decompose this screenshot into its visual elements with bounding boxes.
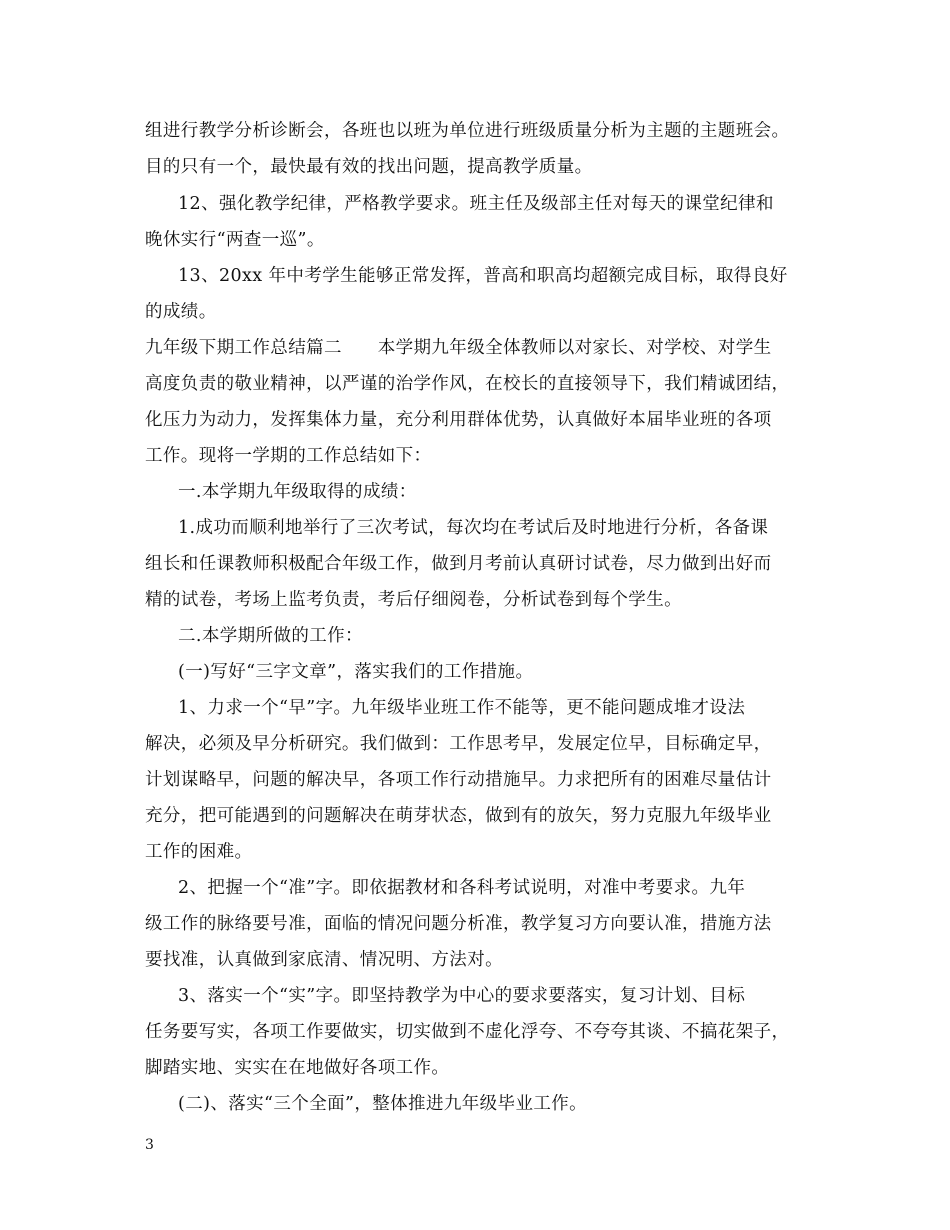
- section-heading-line: 九年级下期工作总结篇二 本学期九年级全体教师以对家长、对学校、对学生: [145, 338, 772, 358]
- text-line: 脚踏实地、实实在在地做好各项工作。: [145, 1058, 450, 1078]
- text-line: 级工作的脉络要号准，面临的情况问题分析准，教学复习方向要认准，措施方法: [145, 914, 772, 934]
- text-line: 1、力求一个“早”字。九年级毕业班工作不能等，更不能问题成堆才设法: [178, 698, 746, 718]
- text-line: 要找准，认真做到家底清、情况明、方法对。: [145, 950, 503, 970]
- text-line: 组进行教学分析诊断会，各班也以班为单位进行班级质量分析为主题的主题班会。: [145, 121, 790, 141]
- text-line: 化压力为动力，发挥集体力量，充分利用群体优势，认真做好本届毕业班的各项: [145, 410, 772, 430]
- text-line: (二)、落实“三个全面”，整体推进九年级毕业工作。: [178, 1094, 588, 1114]
- text-line: 计划谋略早，问题的解决早，各项工作行动措施早。力求把所有的困难尽量估计: [145, 770, 772, 790]
- text-line: 2、把握一个“准”字。即依据教材和各科考试说明，对准中考要求。九年: [178, 878, 746, 898]
- text-line: 晚休实行“两查一巡”。: [145, 230, 325, 250]
- text-line: 工作的困难。: [145, 842, 253, 862]
- text-line: 12、强化教学纪律，严格教学要求。班主任及级部主任对每天的课堂纪律和: [178, 194, 774, 214]
- text-line: 任务要写实，各项工作要做实，切实做到不虚化浮夸、不夸夸其谈、不搞花架子，: [145, 1022, 790, 1042]
- text-line: 二.本学期所做的工作：: [178, 626, 363, 646]
- text-line: 精的试卷，考场上监考负责，考后仔细阅卷，分析试卷到每个学生。: [145, 590, 682, 610]
- text-line: (一)写好“三字文章”，落实我们的工作措施。: [178, 662, 534, 682]
- text-line: 3、落实一个“实”字。即坚持教学为中心的要求要落实，复习计划、目标: [178, 986, 746, 1006]
- text-line: 1.成功而顺利地举行了三次考试，每次均在考试后及时地进行分析，各备课: [178, 518, 769, 538]
- text-line: 目的只有一个，最快最有效的找出问题，提高教学质量。: [145, 157, 593, 177]
- page-number: 3: [145, 1137, 154, 1153]
- text-line: 解决，必须及早分析研究。我们做到：工作思考早，发展定位早，目标确定早，: [145, 734, 772, 754]
- text-line: 工作。现将一学期的工作总结如下：: [145, 446, 432, 466]
- text-line: 的成绩。: [145, 302, 217, 322]
- text-line: 高度负责的敬业精神，以严谨的治学作风，在校长的直接领导下，我们精诚团结，: [145, 374, 790, 394]
- text-line: 充分，把可能遇到的问题解决在萌芽状态，做到有的放矢，努力克服九年级毕业: [145, 806, 772, 826]
- text-line: 13、20xx 年中考学生能够正常发挥，普高和职高均超额完成目标，取得良好: [178, 266, 788, 286]
- text-line: 一.本学期九年级取得的成绩：: [178, 482, 417, 502]
- text-line: 组长和任课教师积极配合年级工作，做到月考前认真研讨试卷，尽力做到出好而: [145, 554, 772, 574]
